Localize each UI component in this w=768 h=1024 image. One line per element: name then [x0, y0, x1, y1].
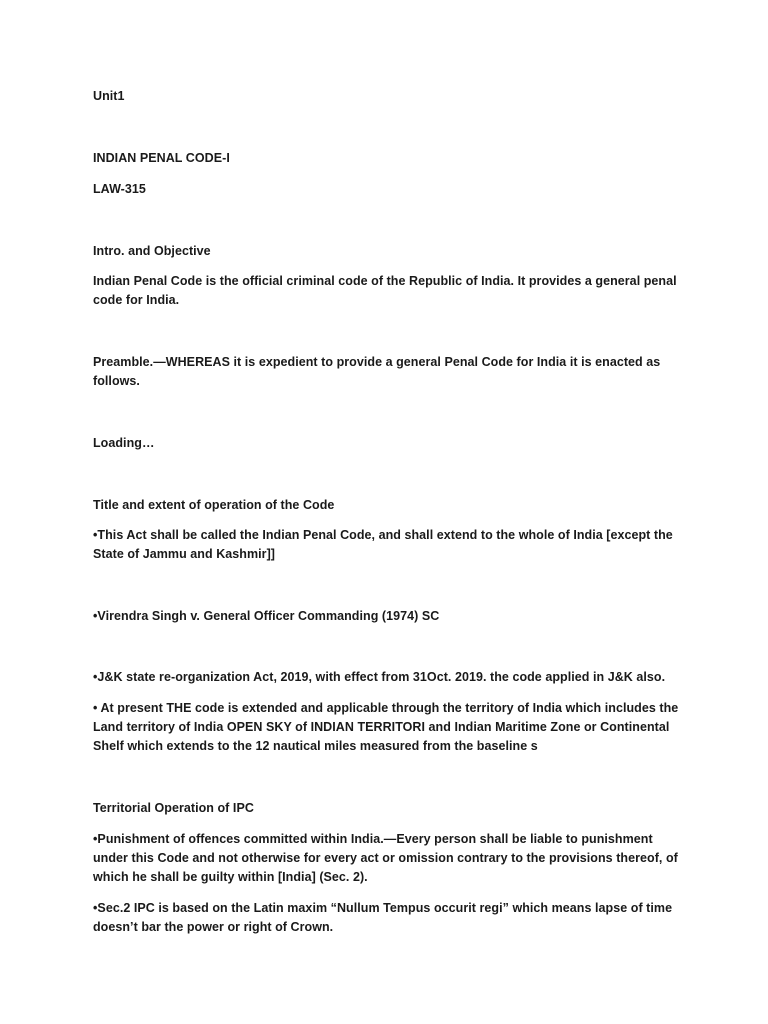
act-bullet-line: State of Jammu and Kashmir]]	[93, 547, 275, 561]
punishment-bullet-line: under this Code and not otherwise for every act or omission contrary to the provisions thereof, of	[93, 851, 678, 865]
sec2-bullet-line: •Sec.2 IPC is based on the Latin maxim “Nullum Tempus occurit regi” which means lapse of time	[93, 901, 673, 915]
territorial-heading: Territorial Operation of IPC	[93, 801, 254, 815]
act-bullet-line: •This Act shall be called the Indian Penal Code, and shall extend to the whole of India [except the	[93, 528, 673, 542]
present-bullet-line: • At present THE code is extended and applicable through the territory of India which includes the	[93, 701, 679, 715]
present-bullet-line: Shelf which extends to the 12 nautical miles measured from the baseline s	[93, 739, 538, 753]
course-title: INDIAN PENAL CODE-I	[93, 151, 230, 165]
unit-label: Unit1	[93, 89, 125, 103]
title-extent-heading: Title and extent of operation of the Code	[93, 498, 335, 512]
preamble-line: Preamble.—WHEREAS it is expedient to provide a general Penal Code for India it is enacted as	[93, 355, 661, 369]
preamble-line: follows.	[93, 374, 140, 388]
intro-heading: Intro. and Objective	[93, 244, 211, 258]
punishment-bullet-line: •Punishment of offences committed within India.—Every person shall be liable to punishment	[93, 832, 653, 846]
intro-paragraph-line: code for India.	[93, 293, 180, 307]
course-code: LAW-315	[93, 182, 146, 196]
case-bullet: •Virendra Singh v. General Officer Commanding (1974) SC	[93, 609, 440, 623]
intro-paragraph-line: Indian Penal Code is the official criminal code of the Republic of India. It provides a general penal	[93, 274, 677, 288]
sec2-bullet-line: doesn’t bar the power or right of Crown.	[93, 920, 334, 934]
punishment-bullet-line: which he shall be guilty within [India] (Sec. 2).	[93, 870, 368, 884]
jk-bullet: •J&K state re-organization Act, 2019, with effect from 31Oct. 2019. the code applied in J&K also.	[93, 670, 666, 684]
present-bullet-line: Land territory of India OPEN SKY of INDIAN TERRITORI and Indian Maritime Zone or Continental	[93, 720, 670, 734]
loading-text: Loading…	[93, 436, 155, 450]
